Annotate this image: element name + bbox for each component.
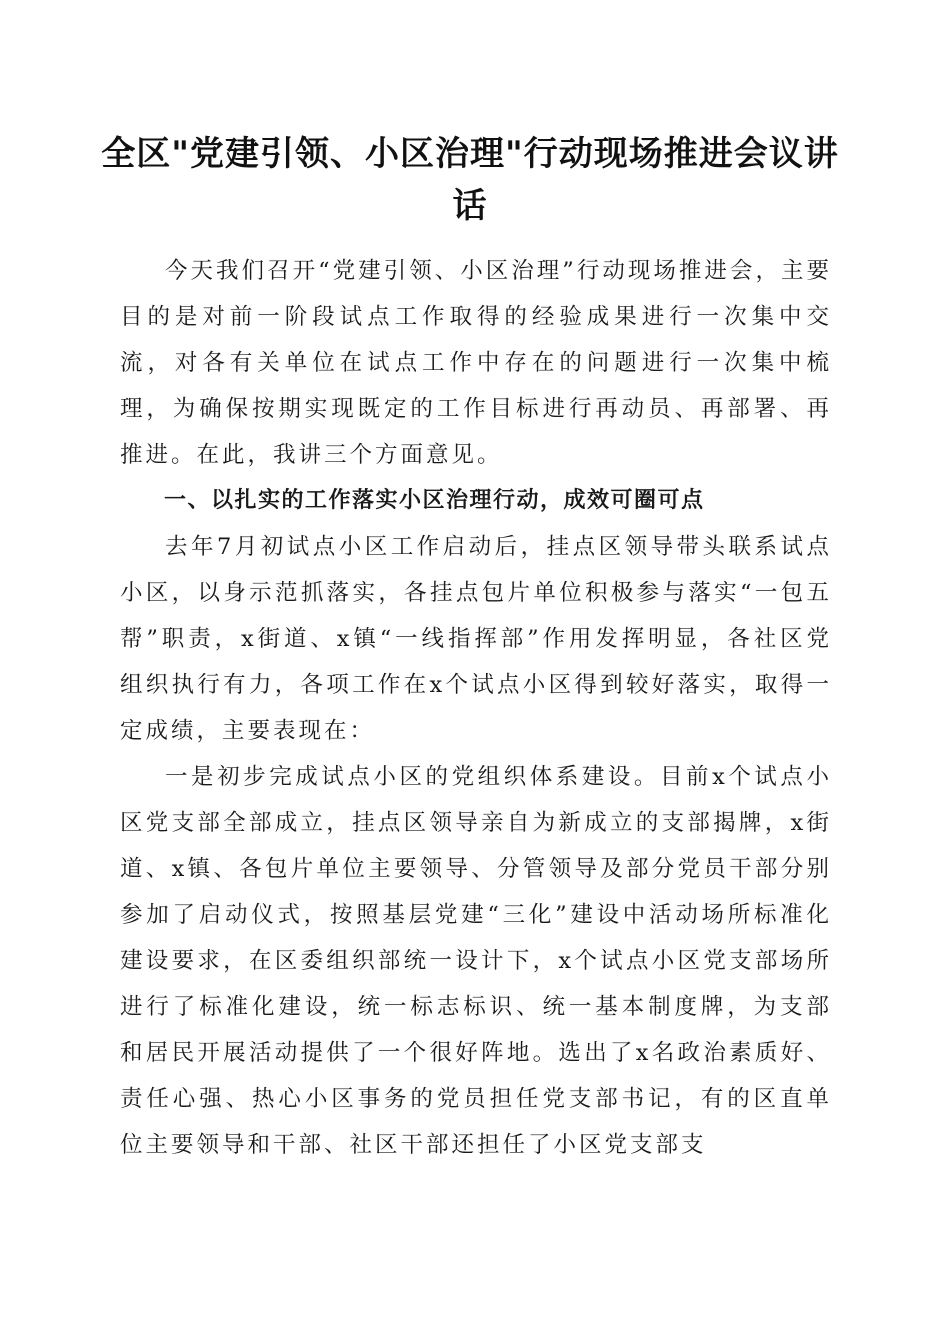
paragraph-section-1-intro: 去年7月初试点小区工作启动后，挂点区领导带头联系试点小区，以身示范抓落实，各挂点包片单位积极参与落实“一包五帮”职责，x街道、x镇“一线指挥部”作用发挥明显，各社区党组织执行有力，各项工作在x个试点小区得到较好落实，取得一定成绩，主要表现在： [120, 534, 832, 744]
document-body [120, 248, 832, 1168]
section-heading-1: 一、以扎实的工作落实小区治理行动，成效可圈可点 [164, 488, 705, 513]
document-title: 全区"党建引领、小区治理"行动现场推进会议讲话 [101, 134, 839, 226]
paragraph-point-1: 一是初步完成试点小区的党组织体系建设。目前x个试点小区党支部全部成立，挂点区领导亲自为新成立的支部揭牌，x街道、x镇、各包片单位主要领导、分管领导及部分党员干部分别参加了启动仪式，按照基层党建“三化”建设中活动场所标准化建设要求，在区委组织部统一设计下，x个试点小区党支部场所进行了标准化建设，统一标志标识、统一基本制度牌，为支部和居民开展活动提供了一个很好阵地。选出了x名政治素质好、责任心强、热心小区事务的党员担任党支部书记，有的区直单位主要领导和干部、社区干部还担任了小区党支部支 [120, 764, 832, 1158]
paragraph-intro: 今天我们召开“党建引领、小区治理”行动现场推进会，主要目的是对前一阶段试点工作取得的经验成果进行一次集中交流，对各有关单位在试点工作中存在的问题进行一次集中梳理，为确保按期实现既定的工作目标进行再动员、再部署、再推进。在此，我讲三个方面意见。 [120, 258, 832, 468]
